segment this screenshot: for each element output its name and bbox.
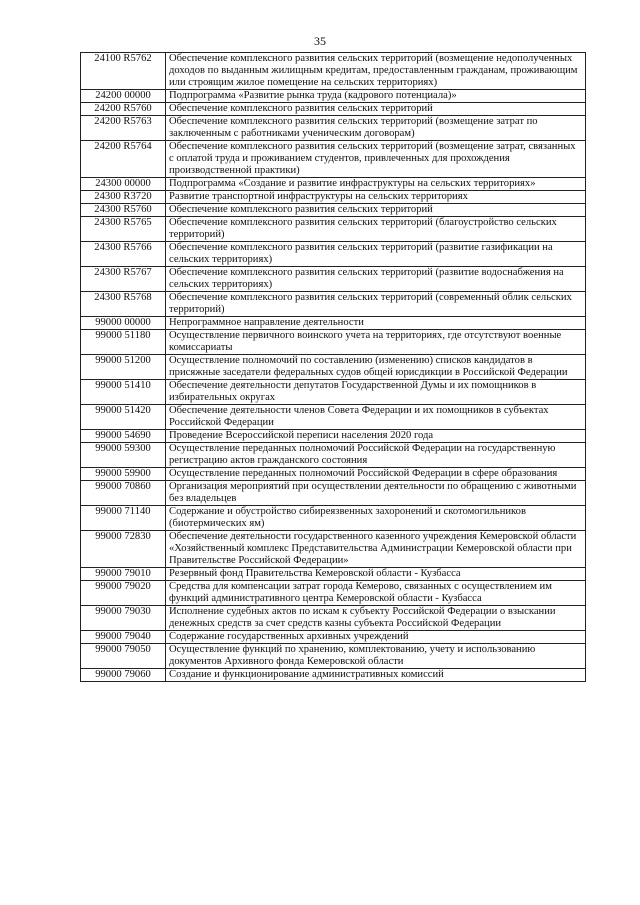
table-row — [81, 506, 586, 531]
row-code: 24300 R5766 — [81, 242, 166, 267]
row-description: Обеспечение комплексного развития сельских территорий (развитие водоснабжения на сельских территориях) — [166, 267, 586, 292]
table-row — [81, 53, 586, 90]
row-code: 24300 R5765 — [81, 217, 166, 242]
row-description: Подпрограмма «Развитие рынка труда (кадрового потенциала)» — [166, 90, 586, 103]
row-code: 99000 51200 — [81, 355, 166, 380]
row-description: Осуществление переданных полномочий Российской Федерации на государственную регистрацию актов гражданского состояния — [166, 443, 586, 468]
row-code: 99000 79050 — [81, 644, 166, 669]
row-description: Осуществление первичного воинского учета на территориях, где отсутствуют военные комиссариаты — [166, 330, 586, 355]
row-description: Обеспечение комплексного развития сельских территорий (возмещение затрат по заключенным с работниками ученическим договорам) — [166, 116, 586, 141]
table-row — [81, 631, 586, 644]
row-description: Осуществление переданных полномочий Российской Федерации в сфере образования — [166, 468, 586, 481]
row-description: Обеспечение комплексного развития сельских территорий — [166, 103, 586, 116]
row-code: 99000 71140 — [81, 506, 166, 531]
table-row — [81, 443, 586, 468]
row-code: 99000 79030 — [81, 606, 166, 631]
table-row — [81, 606, 586, 631]
row-description: Обеспечение комплексного развития сельских территорий — [166, 204, 586, 217]
row-code: 99000 54690 — [81, 430, 166, 443]
table-row — [81, 141, 586, 178]
row-description: Развитие транспортной инфраструктуры на сельских территориях — [166, 191, 586, 204]
row-description: Непрограммное направление деятельности — [166, 317, 586, 330]
row-description: Организация мероприятий при осуществлении деятельности по обращению с животными без владельцев — [166, 481, 586, 506]
row-code: 24300 R5767 — [81, 267, 166, 292]
table-row — [81, 581, 586, 606]
row-code: 99000 79060 — [81, 669, 166, 682]
table-row — [81, 292, 586, 317]
budget-code-table — [80, 52, 586, 682]
row-code: 24200 00000 — [81, 90, 166, 103]
row-code: 99000 51180 — [81, 330, 166, 355]
table-row — [81, 380, 586, 405]
table-row — [81, 204, 586, 217]
table-row — [81, 568, 586, 581]
row-code: 24300 00000 — [81, 178, 166, 191]
row-description: Подпрограмма «Создание и развитие инфраструктуры на сельских территориях» — [166, 178, 586, 191]
table-row — [81, 191, 586, 204]
table-row — [81, 267, 586, 292]
table-row — [81, 355, 586, 380]
row-code: 99000 00000 — [81, 317, 166, 330]
row-code: 24300 R5768 — [81, 292, 166, 317]
row-description: Обеспечение комплексного развития сельских территорий (благоустройство сельских территорий) — [166, 217, 586, 242]
row-description: Обеспечение комплексного развития сельских территорий (возмещение затрат, связанных с оплатой труда и проживанием студентов, привлеченных для прохождения производственной практики) — [166, 141, 586, 178]
table-row — [81, 317, 586, 330]
page-number: 35 — [314, 34, 326, 48]
row-description: Обеспечение комплексного развития сельских территорий (современный облик сельских территорий) — [166, 292, 586, 317]
row-code: 99000 72830 — [81, 531, 166, 568]
row-description: Обеспечение деятельности государственного казенного учреждения Кемеровской области «Хозяйственный комплекс Представительства Администрации Кемеровской области при Правительстве Российской Федерации» — [166, 531, 586, 568]
row-description: Средства для компенсации затрат города Кемерово, связанных с осуществлением им функций административного центра Кемеровской области - Кузбасса — [166, 581, 586, 606]
table-row — [81, 330, 586, 355]
table-row — [81, 90, 586, 103]
table-row — [81, 217, 586, 242]
row-description: Исполнение судебных актов по искам к субъекту Российской Федерации о взыскании денежных средств за счет средств казны субъекта Российской Федерации — [166, 606, 586, 631]
row-code: 99000 70860 — [81, 481, 166, 506]
row-description: Содержание государственных архивных учреждений — [166, 631, 586, 644]
row-code: 24200 R5760 — [81, 103, 166, 116]
table-row — [81, 405, 586, 430]
row-description: Создание и функционирование административных комиссий — [166, 669, 586, 682]
row-code: 24200 R5764 — [81, 141, 166, 178]
table-row — [81, 531, 586, 568]
table-row — [81, 468, 586, 481]
table-row — [81, 430, 586, 443]
row-description: Обеспечение комплексного развития сельских территорий (возмещение недополученных доходов по выданным жилищным кредитам, предоставленным гражданам, проживающим или строящим жилое помещение на сельских территориях) — [166, 53, 586, 90]
row-code: 99000 59300 — [81, 443, 166, 468]
row-code: 99000 79040 — [81, 631, 166, 644]
table-row — [81, 644, 586, 669]
row-description: Обеспечение деятельности депутатов Государственной Думы и их помощников в избирательных округах — [166, 380, 586, 405]
row-code: 24300 R5760 — [81, 204, 166, 217]
row-code: 99000 51410 — [81, 380, 166, 405]
row-code: 24300 R3720 — [81, 191, 166, 204]
row-description: Резервный фонд Правительства Кемеровской области - Кузбасса — [166, 568, 586, 581]
table-row — [81, 669, 586, 682]
table-row — [81, 481, 586, 506]
row-description: Обеспечение комплексного развития сельских территорий (развитие газификации на сельских территориях) — [166, 242, 586, 267]
table-row — [81, 178, 586, 191]
table-row — [81, 242, 586, 267]
row-description: Обеспечение деятельности членов Совета Федерации и их помощников в субъектах Российской Федерации — [166, 405, 586, 430]
row-description: Осуществление полномочий по составлению (изменению) списков кандидатов в присяжные заседатели федеральных судов общей юрисдикции в Российской Федерации — [166, 355, 586, 380]
table-row — [81, 103, 586, 116]
row-code: 99000 79020 — [81, 581, 166, 606]
row-description: Осуществление функций по хранению, комплектованию, учету и использованию документов Архивного фонда Кемеровской области — [166, 644, 586, 669]
row-code: 24100 R5762 — [81, 53, 166, 90]
row-code: 99000 79010 — [81, 568, 166, 581]
table-row — [81, 116, 586, 141]
row-description: Проведение Всероссийской переписи населения 2020 года — [166, 430, 586, 443]
row-code: 99000 59900 — [81, 468, 166, 481]
row-description: Содержание и обустройство сибиреязвенных захоронений и скотомогильников (биотермических ям) — [166, 506, 586, 531]
row-code: 99000 51420 — [81, 405, 166, 430]
row-code: 24200 R5763 — [81, 116, 166, 141]
